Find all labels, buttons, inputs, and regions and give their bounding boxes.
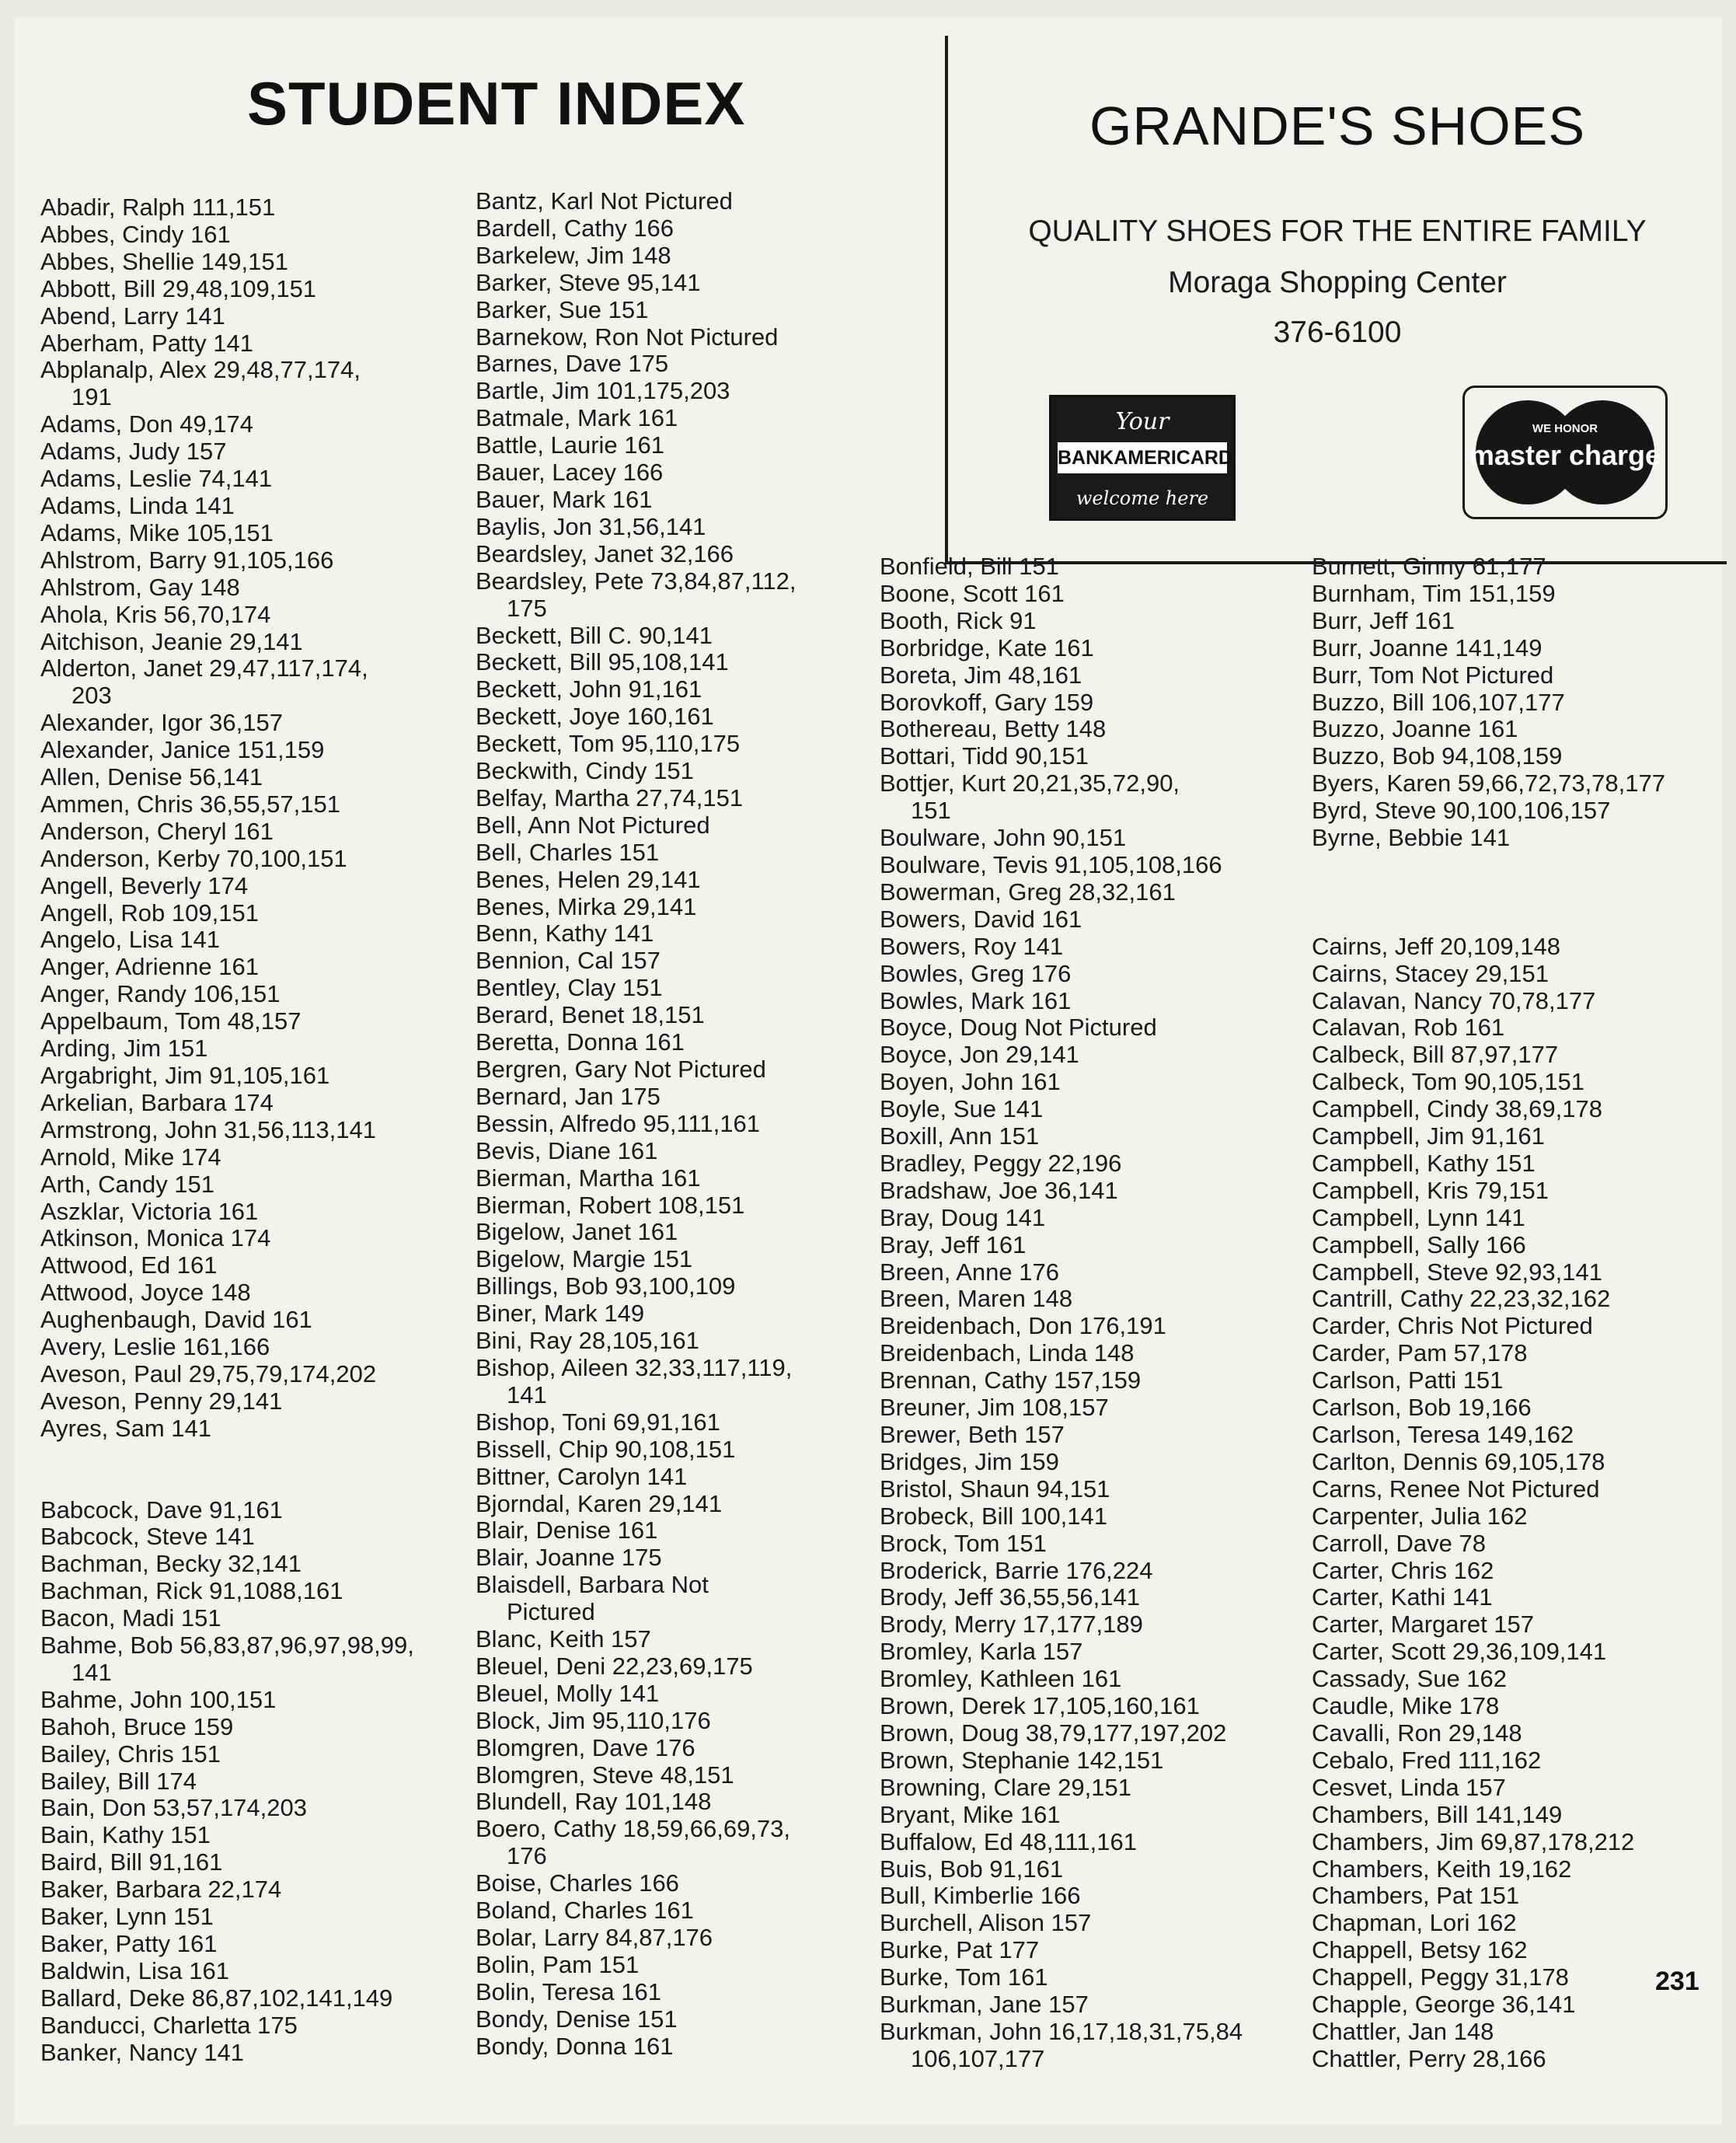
index-entry: Bevis, Diane 161	[476, 1136, 658, 1164]
index-entry: Ayres, Sam 141	[40, 1414, 211, 1442]
index-entry: Chattler, Jan 148	[1312, 2017, 1494, 2045]
index-entry: Alexander, Igor 36,157	[40, 709, 283, 737]
index-entry: Campbell, Steve 92,93,141	[1312, 1258, 1602, 1286]
index-entry: Burke, Pat 177	[880, 1936, 1040, 1964]
index-entry: Chattler, Perry 28,166	[1312, 2044, 1546, 2072]
index-entry: Brown, Stephanie 142,151	[880, 1746, 1164, 1774]
index-entry: Atkinson, Monica 174	[40, 1224, 271, 1252]
index-entry: Carlson, Bob 19,166	[1312, 1394, 1532, 1422]
index-entry: 141	[507, 1380, 547, 1408]
index-entry: Blanc, Keith 157	[476, 1625, 651, 1653]
index-entry: Barkelew, Jim 148	[476, 241, 671, 269]
index-entry: Campbell, Cindy 38,69,178	[1312, 1095, 1602, 1123]
index-entry: Angell, Beverly 174	[40, 871, 249, 899]
index-entry: Bierman, Martha 161	[476, 1164, 701, 1192]
index-entry: Aszklar, Victoria 161	[40, 1197, 259, 1225]
index-spacer	[40, 1443, 507, 1470]
index-entry: Bernard, Jan 175	[476, 1082, 661, 1110]
index-entry: Benes, Mirka 29,141	[476, 892, 697, 920]
index-entry: Brennan, Cathy 157,159	[880, 1366, 1142, 1394]
index-entry: Bradshaw, Joe 36,141	[880, 1176, 1118, 1204]
index-entry: Burkman, Jane 157	[880, 1991, 1089, 2019]
index-entry: Cassady, Sue 162	[1312, 1665, 1508, 1693]
index-entry: Argabright, Jim 91,105,161	[40, 1062, 330, 1089]
index-entry: Burnham, Tim 151,159	[1312, 579, 1556, 607]
index-entry: Bridges, Jim 159	[880, 1447, 1059, 1475]
index-entry: Bowers, Roy 141	[880, 932, 1064, 960]
index-entry: Anger, Randy 106,151	[40, 980, 281, 1008]
mc-honor-text: WE HONOR	[1532, 422, 1598, 435]
index-entry: Bell, Ann Not Pictured	[476, 811, 710, 839]
index-entry: Bigelow, Margie 151	[476, 1245, 693, 1273]
index-entry: Boyle, Sue 141	[880, 1095, 1044, 1123]
index-entry: Boyce, Doug Not Pictured	[880, 1014, 1157, 1042]
index-entry: Carpenter, Julia 162	[1312, 1502, 1528, 1530]
index-entry: Baldwin, Lisa 161	[40, 1956, 229, 1984]
index-entry: Breen, Anne 176	[880, 1258, 1059, 1286]
index-entry: Bondy, Donna 161	[476, 2032, 674, 2060]
index-entry: Adams, Leslie 74,141	[40, 465, 273, 493]
index-entry: Babcock, Dave 91,161	[40, 1496, 283, 1523]
index-entry: Blair, Joanne 175	[476, 1544, 662, 1572]
index-entry: Anger, Adrienne 161	[40, 953, 259, 981]
index-entry: Caudle, Mike 178	[1312, 1692, 1500, 1720]
index-entry: Ahlstrom, Barry 91,105,166	[40, 546, 334, 574]
index-entry: Campbell, Sally 166	[1312, 1230, 1526, 1258]
index-entry: Cantrill, Cathy 22,23,32,162	[1312, 1285, 1611, 1313]
index-entry: Burr, Tom Not Pictured	[1312, 661, 1554, 689]
page-number: 231	[1655, 1967, 1699, 1996]
index-entry: Ahlstrom, Gay 148	[40, 573, 240, 601]
index-entry: Burke, Tom 161	[880, 1963, 1048, 1991]
index-entry: Ballard, Deke 86,87,102,141,149	[40, 1984, 393, 2012]
index-entry: Bardell, Cathy 166	[476, 214, 675, 242]
index-entry: Abend, Larry 141	[40, 302, 225, 330]
index-entry: Bishop, Toni 69,91,161	[476, 1408, 720, 1436]
index-entry: Abadir, Ralph 111,151	[40, 194, 276, 221]
student-index-title: STUDENT INDEX	[247, 69, 746, 138]
index-entry: Boone, Scott 161	[880, 579, 1065, 607]
index-entry: Bain, Don 53,57,174,203	[40, 1794, 307, 1822]
index-entry: Brody, Jeff 36,55,56,141	[880, 1583, 1140, 1611]
index-entry: Borbridge, Kate 161	[880, 633, 1094, 661]
index-entry: Attwood, Joyce 148	[40, 1279, 251, 1307]
index-entry: Beckett, John 91,161	[476, 675, 702, 703]
index-entry: Baylis, Jon 31,56,141	[476, 512, 706, 540]
index-entry: Adams, Linda 141	[40, 491, 235, 519]
index-entry: Barker, Steve 95,141	[476, 268, 701, 296]
index-entry: Bryant, Mike 161	[880, 1800, 1061, 1828]
index-entry: Babcock, Steve 141	[40, 1523, 255, 1551]
index-entry: Aveson, Penny 29,141	[40, 1387, 283, 1415]
index-entry: Blomgren, Dave 176	[476, 1733, 695, 1761]
index-entry: Carlton, Dennis 69,105,178	[1312, 1447, 1605, 1475]
index-entry: Brown, Derek 17,105,160,161	[880, 1692, 1200, 1720]
index-entry: Carder, Chris Not Pictured	[1312, 1312, 1593, 1340]
index-entry: Chapple, George 36,141	[1312, 1991, 1576, 2019]
index-entry: Bull, Kimberlie 166	[880, 1882, 1081, 1910]
index-entry: Bartle, Jim 101,175,203	[476, 377, 730, 405]
index-entry: Bell, Charles 151	[476, 838, 660, 866]
index-entry: Bergren, Gary Not Pictured	[476, 1056, 766, 1083]
index-entry: Bowers, David 161	[880, 905, 1082, 933]
index-entry: Avery, Leslie 161,166	[40, 1333, 270, 1361]
index-entry: Carlson, Teresa 149,162	[1312, 1421, 1574, 1448]
index-entry: Boulware, Tevis 91,105,108,166	[880, 850, 1222, 878]
index-entry: Cesvet, Linda 157	[1312, 1773, 1506, 1801]
index-entry: Aitchison, Jeanie 29,141	[40, 627, 303, 655]
index-entry: 176	[507, 1842, 547, 1870]
index-entry: Carter, Kathi 141	[1312, 1583, 1493, 1611]
index-entry: Banducci, Charletta 175	[40, 2011, 298, 2039]
index-entry: Beckett, Bill 95,108,141	[476, 648, 729, 676]
index-entry: Barnes, Dave 175	[476, 350, 669, 378]
index-entry: Alexander, Janice 151,159	[40, 736, 325, 764]
index-entry: Bailey, Chris 151	[40, 1740, 221, 1768]
index-entry: Buzzo, Bill 106,107,177	[1312, 688, 1565, 716]
index-entry: Beardsley, Janet 32,166	[476, 539, 734, 567]
index-entry: Breidenbach, Linda 148	[880, 1339, 1135, 1367]
index-entry: Angell, Rob 109,151	[40, 899, 259, 927]
index-entry: Bahoh, Bruce 159	[40, 1712, 234, 1740]
index-entry: Baker, Barbara 22,174	[40, 1876, 282, 1904]
index-spacer	[1312, 852, 1736, 879]
index-entry: Bauer, Mark 161	[476, 485, 653, 513]
index-entry: Arkelian, Barbara 174	[40, 1088, 274, 1116]
index-entry: Belfay, Martha 27,74,151	[476, 784, 744, 811]
index-entry: Broderick, Barrie 176,224	[880, 1556, 1153, 1584]
index-entry: Boyce, Jon 29,141	[880, 1041, 1079, 1069]
index-entry: Adams, Judy 157	[40, 438, 227, 466]
index-entry: Blair, Denise 161	[476, 1517, 658, 1544]
index-entry: Pictured	[507, 1598, 595, 1626]
index-entry: Bittner, Carolyn 141	[476, 1462, 688, 1490]
index-entry: Bottjer, Kurt 20,21,35,72,90,	[880, 770, 1180, 798]
master-charge-logo	[1462, 386, 1668, 519]
index-entry: Bolin, Teresa 161	[476, 1977, 661, 2005]
index-entry: Byrd, Steve 90,100,106,157	[1312, 797, 1611, 825]
index-entry: Billings, Bob 93,100,109	[476, 1272, 736, 1300]
index-entry: Buis, Bob 91,161	[880, 1855, 1064, 1883]
index-entry: Cebalo, Fred 111,162	[1312, 1746, 1542, 1774]
index-entry: Carter, Margaret 157	[1312, 1611, 1535, 1639]
index-entry: Brock, Tom 151	[880, 1529, 1047, 1557]
index-entry: Bray, Doug 141	[880, 1203, 1046, 1231]
index-entry: Carter, Chris 162	[1312, 1556, 1494, 1584]
index-entry: Browning, Clare 29,151	[880, 1773, 1131, 1801]
index-entry: Beckett, Tom 95,110,175	[476, 730, 741, 758]
index-entry: Breuner, Jim 108,157	[880, 1394, 1109, 1422]
index-entry: Blomgren, Steve 48,151	[476, 1761, 734, 1789]
index-entry: Bolar, Larry 84,87,176	[476, 1924, 713, 1951]
index-entry: Adams, Don 49,174	[40, 410, 254, 438]
index-entry: Chambers, Bill 141,149	[1312, 1800, 1563, 1828]
index-entry: Beckett, Joye 160,161	[476, 703, 714, 731]
bankamericard-logo	[1049, 395, 1236, 521]
index-spacer	[40, 1470, 507, 1497]
index-entry: Bristol, Shaun 94,151	[880, 1475, 1110, 1503]
index-entry: Bray, Jeff 161	[880, 1230, 1027, 1258]
index-entry: Brewer, Beth 157	[880, 1421, 1065, 1448]
ad-tagline: QUALITY SHOES FOR THE ENTIRE FAMILY	[1028, 215, 1647, 248]
index-entry: Buffalow, Ed 48,111,161	[880, 1827, 1137, 1855]
index-entry: Blaisdell, Barbara Not	[476, 1571, 709, 1599]
index-spacer	[1312, 906, 1736, 934]
index-entry: Bjorndal, Karen 29,141	[476, 1489, 723, 1517]
index-entry: Blundell, Ray 101,148	[476, 1788, 712, 1816]
index-entry: Arnold, Mike 174	[40, 1143, 221, 1171]
index-entry: Cairns, Stacey 29,151	[1312, 959, 1550, 987]
ad-store-name: GRANDE'S SHOES	[1089, 96, 1586, 156]
ad-location: Moraga Shopping Center	[1168, 266, 1507, 299]
index-entry: Aveson, Paul 29,75,79,174,202	[40, 1359, 377, 1387]
index-entry: Cavalli, Ron 29,148	[1312, 1719, 1522, 1747]
index-entry: 106,107,177	[911, 2044, 1045, 2072]
index-entry: Allen, Denise 56,141	[40, 763, 263, 791]
index-entry: Adams, Mike 105,151	[40, 518, 274, 546]
index-entry: Appelbaum, Tom 48,157	[40, 1007, 302, 1035]
index-entry: Burr, Jeff 161	[1312, 606, 1455, 634]
index-entry: Beckwith, Cindy 151	[476, 757, 694, 785]
index-entry: Bottari, Tidd 90,151	[880, 742, 1089, 770]
index-entry: Campbell, Kathy 151	[1312, 1149, 1536, 1177]
index-entry: Berard, Benet 18,151	[476, 1001, 705, 1029]
index-entry: Brody, Merry 17,177,189	[880, 1611, 1143, 1639]
index-entry: Anderson, Cheryl 161	[40, 817, 274, 845]
index-entry: Boulware, John 90,151	[880, 824, 1127, 852]
index-entry: Bessin, Alfredo 95,111,161	[476, 1109, 760, 1137]
index-entry: Bishop, Aileen 32,33,117,119,	[476, 1353, 793, 1381]
index-entry: Bahme, Bob 56,83,87,96,97,98,99,	[40, 1632, 414, 1660]
index-column-1	[40, 194, 507, 2067]
index-entry: Chapman, Lori 162	[1312, 1909, 1517, 1937]
index-entry: Attwood, Ed 161	[40, 1251, 218, 1279]
index-entry: 203	[71, 682, 112, 710]
index-entry: Boxill, Ann 151	[880, 1122, 1040, 1150]
index-entry: Bromley, Kathleen 161	[880, 1665, 1122, 1693]
index-entry: Beckett, Bill C. 90,141	[476, 621, 713, 649]
index-entry: Abbes, Cindy 161	[40, 220, 231, 248]
index-entry: Chappell, Peggy 31,178	[1312, 1963, 1569, 1991]
index-entry: Bowles, Mark 161	[880, 986, 1072, 1014]
index-entry: Bonfield, Bill 151	[880, 553, 1059, 580]
index-entry: Bauer, Lacey 166	[476, 459, 664, 487]
index-entry: Chambers, Keith 19,162	[1312, 1855, 1572, 1883]
index-entry: Bailey, Bill 174	[40, 1767, 197, 1795]
index-entry: Baker, Patty 161	[40, 1930, 218, 1957]
index-entry: Borovkoff, Gary 159	[880, 688, 1094, 716]
index-entry: Bromley, Karla 157	[880, 1638, 1083, 1666]
index-entry: Aughenbaugh, David 161	[40, 1306, 312, 1334]
index-entry: Beardsley, Pete 73,84,87,112,	[476, 567, 797, 595]
index-entry: Breen, Maren 148	[880, 1285, 1073, 1313]
index-column-4	[1312, 553, 1736, 2073]
index-entry: Carlson, Patti 151	[1312, 1366, 1504, 1394]
index-entry: Benn, Kathy 141	[476, 920, 654, 948]
index-entry: Carroll, Dave 78	[1312, 1529, 1486, 1557]
index-column-3	[880, 553, 1346, 2073]
index-entry: Boero, Cathy 18,59,66,69,73,	[476, 1815, 791, 1843]
index-entry: Anderson, Kerby 70,100,151	[40, 844, 347, 872]
index-entry: Byers, Karen 59,66,72,73,78,177	[1312, 770, 1665, 798]
index-entry: Bierman, Robert 108,151	[476, 1191, 745, 1219]
index-entry: Brobeck, Bill 100,141	[880, 1502, 1107, 1530]
index-entry: Burkman, John 16,17,18,31,75,84	[880, 2017, 1243, 2045]
index-entry: 151	[911, 797, 951, 825]
index-entry: Burchell, Alison 157	[880, 1909, 1092, 1937]
index-entry: Alderton, Janet 29,47,117,174,	[40, 654, 368, 682]
index-entry: Carder, Pam 57,178	[1312, 1339, 1528, 1367]
index-entry: Carns, Renee Not Pictured	[1312, 1475, 1600, 1503]
index-entry: Buzzo, Joanne 161	[1312, 715, 1518, 743]
index-entry: Calbeck, Tom 90,105,151	[1312, 1068, 1584, 1096]
index-entry: Breidenbach, Don 176,191	[880, 1312, 1166, 1340]
ad-phone: 376-6100	[1273, 316, 1402, 349]
index-entry: Bradley, Peggy 22,196	[880, 1149, 1122, 1177]
index-entry: Byrne, Bebbie 141	[1312, 824, 1511, 852]
index-entry: Bachman, Rick 91,1088,161	[40, 1577, 343, 1605]
index-entry: 175	[507, 594, 547, 622]
index-entry: Burr, Joanne 141,149	[1312, 633, 1543, 661]
index-entry: Bachman, Becky 32,141	[40, 1550, 302, 1578]
index-entry: Abbott, Bill 29,48,109,151	[40, 274, 317, 302]
grandes-shoes-ad	[945, 36, 1727, 564]
index-entry: Bantz, Karl Not Pictured	[476, 187, 733, 215]
index-entry: Armstrong, John 31,56,113,141	[40, 1115, 376, 1143]
bank-your-text: Your	[1115, 408, 1170, 435]
index-entry: Booth, Rick 91	[880, 606, 1037, 634]
yearbook-page	[14, 17, 1722, 2125]
index-entry: Cairns, Jeff 20,109,148	[1312, 932, 1560, 960]
index-entry: Bini, Ray 28,105,161	[476, 1327, 699, 1355]
index-entry: Campbell, Kris 79,151	[1312, 1176, 1549, 1204]
index-entry: Banker, Nancy 141	[40, 2038, 244, 2066]
index-entry: Campbell, Jim 91,161	[1312, 1122, 1545, 1150]
index-entry: Bentley, Clay 151	[476, 974, 663, 1002]
index-entry: Boland, Charles 161	[476, 1897, 694, 1925]
index-entry: Bissell, Chip 90,108,151	[476, 1435, 736, 1463]
index-entry: Bowerman, Greg 28,32,161	[880, 878, 1176, 906]
index-entry: Campbell, Lynn 141	[1312, 1203, 1525, 1231]
bank-welcome-text: welcome here	[1075, 487, 1209, 509]
index-entry: Bowles, Greg 176	[880, 959, 1072, 987]
index-entry: Calavan, Nancy 70,78,177	[1312, 986, 1596, 1014]
index-entry: Chambers, Jim 69,87,178,212	[1312, 1827, 1635, 1855]
index-entry: Ammen, Chris 36,55,57,151	[40, 790, 340, 818]
index-entry: Buzzo, Bob 94,108,159	[1312, 742, 1563, 770]
index-entry: Bigelow, Janet 161	[476, 1218, 678, 1246]
index-entry: Aberham, Patty 141	[40, 329, 253, 357]
index-entry: Bacon, Madi 151	[40, 1604, 221, 1632]
bank-name-text: BANKAMERICARD	[1058, 442, 1227, 473]
index-entry: Batmale, Mark 161	[476, 404, 678, 432]
index-entry: Arding, Jim 151	[40, 1035, 208, 1063]
index-column-2	[476, 188, 942, 2061]
index-entry: Baker, Lynn 151	[40, 1903, 214, 1931]
index-entry: 191	[71, 383, 112, 411]
index-entry: Ahola, Kris 56,70,174	[40, 600, 271, 628]
index-entry: Bondy, Denise 151	[476, 2005, 678, 2033]
index-spacer	[1312, 879, 1736, 906]
index-entry: Boyen, John 161	[880, 1068, 1061, 1096]
index-entry: Bothereau, Betty 148	[880, 715, 1107, 743]
index-entry: Bleuel, Deni 22,23,69,175	[476, 1652, 753, 1680]
index-entry: Baird, Bill 91,161	[40, 1848, 223, 1876]
index-entry: Bleuel, Molly 141	[476, 1679, 660, 1707]
index-entry: Chambers, Pat 151	[1312, 1882, 1520, 1910]
index-entry: Arth, Candy 151	[40, 1170, 215, 1198]
index-entry: Calavan, Rob 161	[1312, 1014, 1505, 1042]
index-entry: 141	[71, 1658, 112, 1686]
index-entry: Boise, Charles 166	[476, 1869, 679, 1897]
index-entry: Chappell, Betsy 162	[1312, 1936, 1528, 1964]
index-entry: Angelo, Lisa 141	[40, 926, 220, 954]
index-entry: Bolin, Pam 151	[476, 1950, 640, 1978]
index-entry: Beretta, Donna 161	[476, 1028, 685, 1056]
mc-name-text: master charge	[1469, 439, 1661, 471]
index-entry: Barnekow, Ron Not Pictured	[476, 323, 779, 351]
index-entry: Boreta, Jim 48,161	[880, 661, 1082, 689]
index-entry: Battle, Laurie 161	[476, 431, 665, 459]
index-entry: Brown, Doug 38,79,177,197,202	[880, 1719, 1227, 1747]
index-entry: Bennion, Cal 157	[476, 947, 661, 975]
index-entry: Burnett, Ginny 61,177	[1312, 553, 1546, 580]
index-entry: Benes, Helen 29,141	[476, 865, 701, 893]
index-entry: Bahme, John 100,151	[40, 1685, 277, 1713]
index-entry: Carter, Scott 29,36,109,141	[1312, 1638, 1607, 1666]
index-entry: Abplanalp, Alex 29,48,77,174,	[40, 356, 361, 384]
index-entry: Biner, Mark 149	[476, 1300, 645, 1328]
index-entry: Bain, Kathy 151	[40, 1821, 211, 1849]
index-entry: Barker, Sue 151	[476, 295, 649, 323]
index-entry: Block, Jim 95,110,176	[476, 1706, 711, 1734]
index-entry: Calbeck, Bill 87,97,177	[1312, 1041, 1559, 1069]
index-entry: Abbes, Shellie 149,151	[40, 247, 288, 275]
